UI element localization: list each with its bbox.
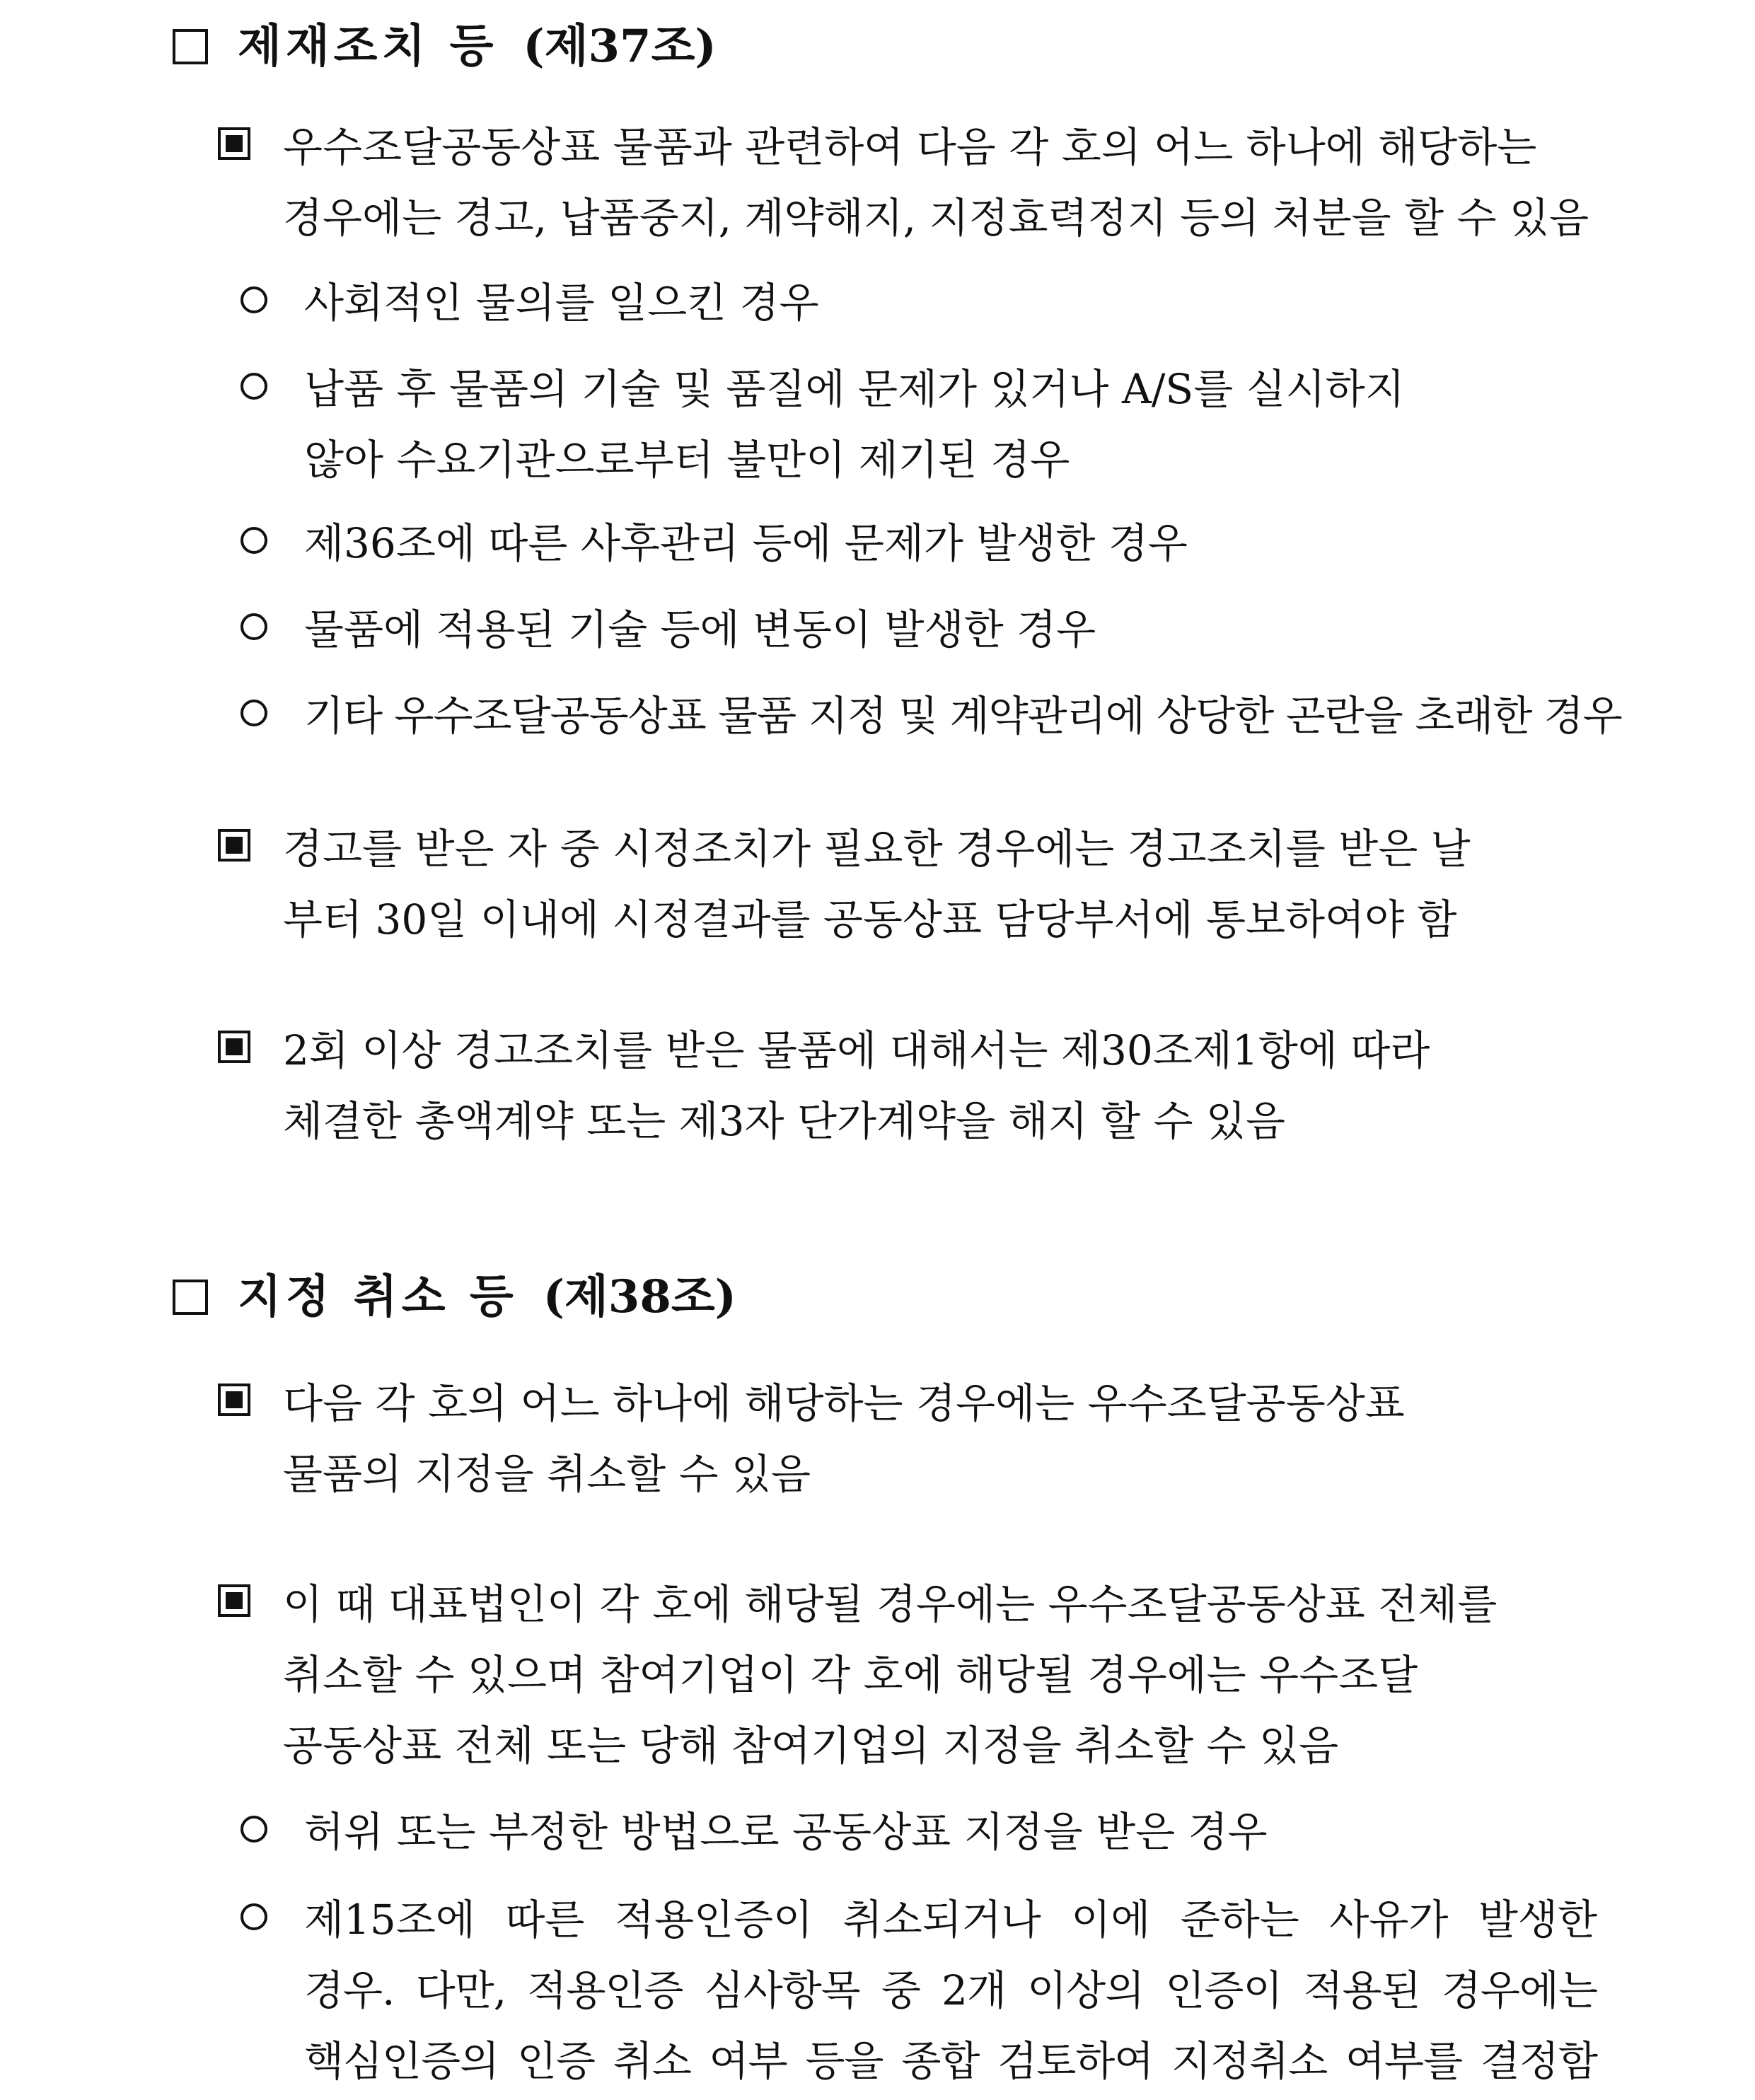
section-heading-37 [173,18,717,75]
circle-bullet-icon [241,1903,267,1930]
text-line: 기타 우수조달공동상표 물품 지정 및 계약관리에 상당한 곤란을 초래한 경우 [304,692,1622,740]
sub-text [304,508,1597,579]
bullet-item [218,1015,1597,1156]
sub-text [304,354,1597,495]
sub-text [304,267,1597,338]
circle-bullet-icon [241,613,267,640]
sub-item [241,267,1597,338]
bullet-text [283,1015,1597,1156]
bullet-item [218,813,1597,955]
circle-bullet-icon [241,1816,267,1843]
bullet-item [218,112,1597,253]
text-line: 물품의 지정을 취소할 수 있음 [283,1450,811,1498]
bullet-item [218,1569,1597,1781]
sub-text [304,1797,1597,1867]
sub-item [241,354,1597,495]
text-line: 이 때 대표법인이 각 호에 해당될 경우에는 우수조달공동상표 전체를 [283,1580,1498,1628]
text-line: 핵심인증의 인증 취소 여부 등을 종합 검토하여 지정취소 여부를 결정함 [304,2037,1597,2085]
sub-item [241,680,1622,751]
section-article: (제38조) [543,1270,736,1323]
filled-square-bullet-icon [218,127,250,160]
checkbox-square-icon [173,1280,208,1315]
bullet-text [283,1569,1597,1781]
circle-bullet-icon [241,373,267,400]
sub-item [241,1884,1597,2096]
sub-text [304,594,1597,665]
text-line: 경우에는 경고, 납품중지, 계약해지, 지정효력정지 등의 처분을 할 수 있음 [283,194,1589,242]
text-line: 물품에 적용된 기술 등에 변동이 발생한 경우 [304,605,1096,654]
sub-text [304,680,1622,751]
bullet-text [283,1368,1597,1509]
sub-text [304,1884,1597,2096]
text-line: 경고를 받은 자 중 시정조치가 필요한 경우에는 경고조치를 받은 날 [283,825,1471,873]
text-line: 체결한 총액계약 또는 제3자 단가계약을 해지 할 수 있음 [283,1097,1286,1145]
text-line: 사회적인 물의를 일으킨 경우 [304,279,819,327]
text-line: 공동상표 전체 또는 당해 참여기업의 지정을 취소할 수 있음 [283,1722,1339,1770]
text-line: 납품 후 물품의 기술 및 품질에 문제가 있거나 A/S를 실시하지 [304,365,1405,413]
section-heading-38 [173,1269,736,1325]
text-line: 취소할 수 있으며 참여기업이 각 호에 해당될 경우에는 우수조달 [283,1651,1418,1699]
text-line: 경우. 다만, 적용인증 심사항목 중 2개 이상의 인증이 적용된 경우에는 [304,1966,1597,2014]
section-title: 지정 취소 등 [238,1270,518,1323]
sub-item [241,594,1597,665]
text-line: 다음 각 호의 어느 하나에 해당하는 경우에는 우수조달공동상표 [283,1379,1405,1427]
bullet-item [218,1368,1597,1509]
section-article: (제37조) [523,20,717,73]
text-line: 허위 또는 부정한 방법으로 공동상표 지정을 받은 경우 [304,1808,1268,1856]
checkbox-square-icon [173,29,208,64]
filled-square-bullet-icon [218,829,250,862]
circle-bullet-icon [241,286,267,313]
text-line: 우수조달공동상표 물품과 관련하여 다음 각 호의 어느 하나에 해당하는 [283,123,1537,171]
bullet-text [283,112,1597,253]
circle-bullet-icon [241,700,267,726]
bullet-text [283,813,1597,955]
sub-item [241,508,1597,579]
text-line: 제36조에 따른 사후관리 등에 문제가 발생한 경우 [304,519,1188,567]
text-line: 제15조에 따른 적용인증이 취소되거나 이에 준하는 사유가 발생한 [304,1896,1597,1944]
sub-item [241,1797,1597,1867]
filled-square-bullet-icon [218,1031,250,1063]
section-title: 제재조치 등 [238,20,498,73]
text-line: 않아 수요기관으로부터 불만이 제기된 경우 [304,436,1070,484]
text-line: 부터 30일 이내에 시정결과를 공동상표 담당부서에 통보하여야 함 [283,895,1457,944]
filled-square-bullet-icon [218,1584,250,1617]
circle-bullet-icon [241,527,267,554]
filled-square-bullet-icon [218,1383,250,1416]
text-line: 2회 이상 경고조치를 받은 물품에 대해서는 제30조제1항에 따라 [283,1026,1430,1074]
